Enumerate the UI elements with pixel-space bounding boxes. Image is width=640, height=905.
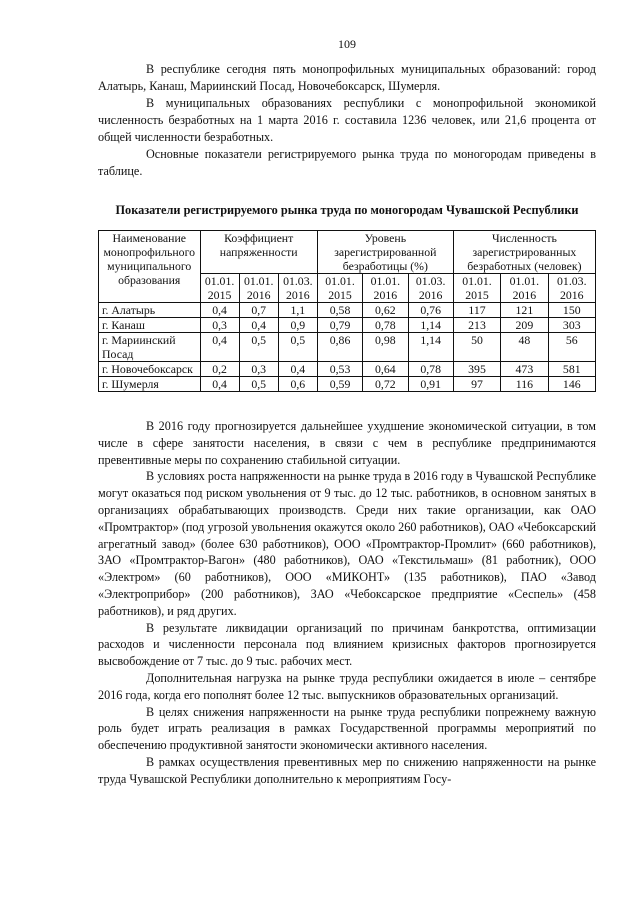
cell: 0,5 [239, 333, 278, 362]
cell: 0,78 [363, 318, 408, 333]
cell: 56 [548, 333, 595, 362]
cell: 121 [501, 303, 548, 318]
cell: 395 [453, 362, 500, 377]
date-header: 01.01. 2016 [239, 274, 278, 303]
paragraph: Основные показатели регистрируемого рынка труда по моногородам приведены в таблице. [98, 147, 596, 178]
cell: 473 [501, 362, 548, 377]
cell: 0,86 [317, 333, 362, 362]
table-title: Показатели регистрируемого рынка труда по моногородам Чувашской Республики [115, 203, 579, 217]
paragraph: В условиях роста напряженности на рынке труда в 2016 году в Чувашской Республике могут оказаться под риском увольнения от 9 тыс. до 12 тыс. работников, в основном занятых в организациях обрабатывающих производств. Среди них такие организации, как ОАО «Промтрактор» (под угрозой увольнения окажутся около 260 работников), ОАО «Чебоксарский агрегатный завод» (более 630 работников), ООО «Промтрактор-Промлит» (660 работников), ЗАО «Промтрактор-Вагон» (480 работников), ОАО «Текстильмаш» (81 работник), ООО «Электром» (60 работников), ООО «МИКОНТ» (135 работников), ПАО «Завод «Электроприбор» (200 работников), ЗАО «Чебоксарское предприятие «Сеспель» (458 работников), и ряд других. [98, 469, 596, 618]
town-name: г. Алатырь [99, 303, 201, 318]
cell: 97 [453, 377, 500, 392]
cell: 117 [453, 303, 500, 318]
group-header: Коэффициент напряженности [200, 231, 317, 274]
paragraph: В муниципальных образованиях республики с монопрофильной экономикой численность безработных на 1 марта 2016 г. составила 1236 человек, или 21,6 процента от общей численности безработных. [98, 96, 596, 144]
town-name: г. Шумерля [99, 377, 201, 392]
cell: 50 [453, 333, 500, 362]
paragraph: В результате ликвидации организаций по причинам банкротства, оптимизации расходов и численности персонала под влиянием кризисных факторов прогнозируется высвобождение от 7 тыс. до 9 тыс. рабочих мест. [98, 620, 596, 669]
table-row [99, 362, 596, 377]
paragraph: В республике сегодня пять монопрофильных муниципальных образований: город Алатырь, Канаш, Мариинский Посад, Новочебоксарск, Шумерля. [98, 62, 596, 93]
table-row [99, 377, 596, 392]
town-name: г. Канаш [99, 318, 201, 333]
cell: 0,78 [408, 362, 453, 377]
cell: 303 [548, 318, 595, 333]
cell: 0,53 [317, 362, 362, 377]
cell: 0,4 [200, 303, 239, 318]
cell: 1,14 [408, 318, 453, 333]
labor-market-table [98, 230, 596, 392]
cell: 0,6 [278, 377, 317, 392]
cell: 0,2 [200, 362, 239, 377]
intro-section [98, 61, 596, 180]
cell: 0,59 [317, 377, 362, 392]
cell: 0,4 [278, 362, 317, 377]
date-header: 01.01. 2015 [317, 274, 362, 303]
cell: 0,4 [200, 333, 239, 362]
date-header: 01.03. 2016 [408, 274, 453, 303]
cell: 0,79 [317, 318, 362, 333]
date-header: 01.01. 2016 [363, 274, 408, 303]
date-header: 01.03. 2016 [278, 274, 317, 303]
cell: 0,7 [239, 303, 278, 318]
cell: 0,5 [278, 333, 317, 362]
paragraph: Дополнительная нагрузка на рынке труда республики ожидается в июле – сентябре 2016 года, когда его пополнят более 12 тыс. выпускников образовательных организаций. [98, 670, 596, 702]
date-header: 01.01. 2016 [501, 274, 548, 303]
cell: 116 [501, 377, 548, 392]
paragraph: В 2016 году прогнозируется дальнейшее ухудшение экономической ситуации, в том числе в сфере занятости населения, в связи с чем в республике предпринимаются превентивные меры по сохранению стабильной ситуации. [98, 419, 596, 467]
name-column-header: Наименование монопрофильного муниципального образования [99, 231, 201, 303]
cell: 1,14 [408, 333, 453, 362]
cell: 1,1 [278, 303, 317, 318]
cell: 0,5 [239, 377, 278, 392]
cell: 0,3 [200, 318, 239, 333]
cell: 0,64 [363, 362, 408, 377]
table-row [99, 303, 596, 318]
cell: 0,9 [278, 318, 317, 333]
town-name: г. Новочебоксарск [99, 362, 201, 377]
cell: 0,4 [200, 377, 239, 392]
cell: 0,98 [363, 333, 408, 362]
cell: 0,4 [239, 318, 278, 333]
cell: 0,76 [408, 303, 453, 318]
cell: 209 [501, 318, 548, 333]
cell: 146 [548, 377, 595, 392]
cell: 0,62 [363, 303, 408, 318]
group-header: Уровень зарегистрированной безработицы (%) [317, 231, 453, 274]
group-header: Численность зарегистрированных безработных (человек) [453, 231, 595, 274]
paragraph: В рамках осуществления превентивных мер по снижению напряженности на рынке труда Чувашской Республики дополнительно к мероприятиям Госу- [98, 754, 596, 786]
date-header: 01.01. 2015 [453, 274, 500, 303]
cell: 0,72 [363, 377, 408, 392]
paragraph: В целях снижения напряженности на рынке труда республики попрежнему важную роль будет играть реализация в рамках Государственной программы мероприятий по обеспечению продуктивной занятости экономически активного населения. [98, 704, 596, 753]
cell: 0,91 [408, 377, 453, 392]
town-name: г. Мариинский Посад [99, 333, 201, 362]
table-row [99, 333, 596, 362]
table-row [99, 318, 596, 333]
cell: 48 [501, 333, 548, 362]
cell: 0,58 [317, 303, 362, 318]
cell: 0,3 [239, 362, 278, 377]
body-section [98, 418, 596, 788]
page-number: 109 [338, 37, 356, 51]
cell: 150 [548, 303, 595, 318]
cell: 213 [453, 318, 500, 333]
date-header: 01.03. 2016 [548, 274, 595, 303]
cell: 581 [548, 362, 595, 377]
date-header: 01.01. 2015 [200, 274, 239, 303]
